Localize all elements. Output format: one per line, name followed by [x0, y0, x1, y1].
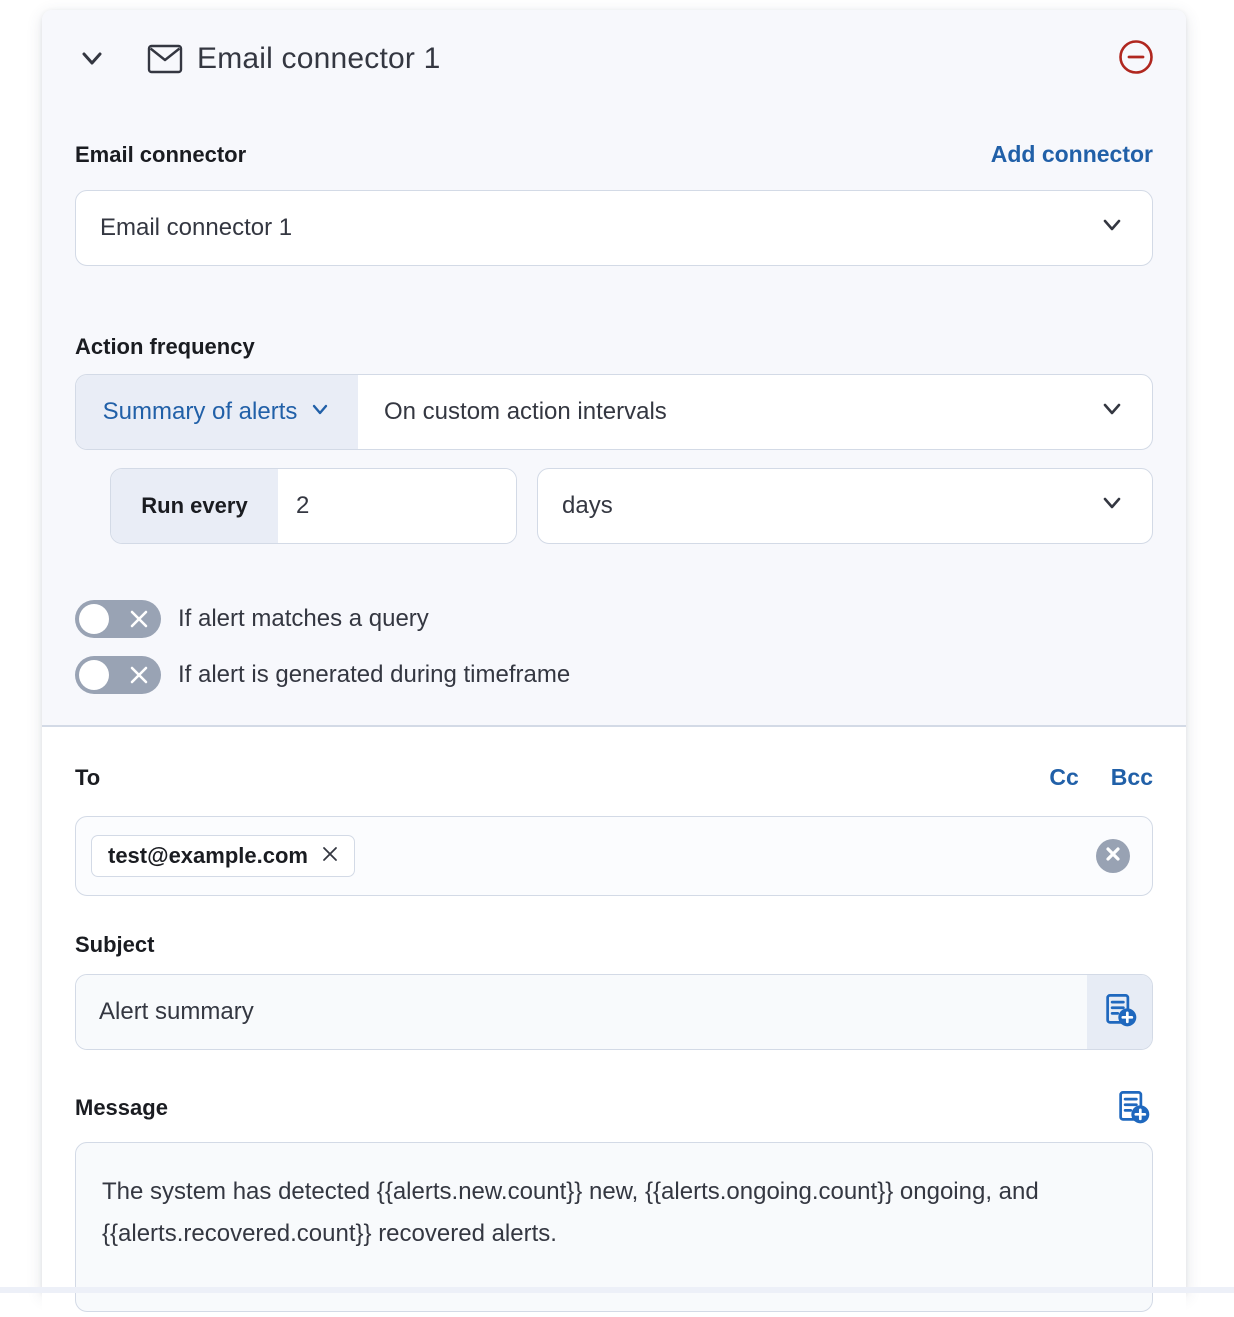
summary-of-alerts-label: Summary of alerts — [103, 398, 298, 426]
run-every-unit-value: days — [562, 492, 1098, 520]
to-label: To — [75, 765, 100, 791]
cross-icon — [1105, 846, 1121, 865]
alert-matches-query-toggle[interactable] — [75, 600, 161, 638]
message-label-row — [75, 1087, 1153, 1130]
accordion-toggle-button[interactable] — [75, 42, 109, 76]
cross-icon — [320, 844, 340, 867]
chevron-down-icon — [1098, 395, 1126, 430]
action-interval-select-value: On custom action intervals — [384, 398, 1098, 426]
chevron-down-icon — [76, 42, 108, 77]
to-label-row — [75, 764, 1153, 791]
remove-recipient-button[interactable] — [320, 844, 340, 867]
connector-label-row — [75, 141, 1153, 168]
alert-timeframe-toggle[interactable] — [75, 656, 161, 694]
email-connector-label: Email connector — [75, 142, 246, 168]
email-connector-action-panel — [42, 10, 1186, 1293]
add-variable-icon — [1115, 1089, 1151, 1128]
bcc-link[interactable]: Bcc — [1111, 764, 1153, 791]
action-frequency-label: Action frequency — [75, 334, 255, 359]
run-every-field-group — [110, 468, 517, 544]
subject-field — [75, 974, 1153, 1050]
chevron-down-icon — [1098, 211, 1126, 246]
clear-recipients-button[interactable] — [1096, 839, 1130, 873]
summary-of-alerts-button[interactable] — [76, 375, 358, 449]
recipient-pill — [91, 835, 355, 877]
message-add-variable-button[interactable] — [1113, 1087, 1153, 1130]
alert-matches-query-label: If alert matches a query — [178, 605, 429, 633]
viewport-bottom-strip — [0, 1287, 1234, 1293]
to-recipients-combobox[interactable] — [75, 816, 1153, 896]
alert-timeframe-toggle-row — [75, 656, 1153, 694]
alert-query-toggle-row — [75, 600, 1153, 638]
message-textarea[interactable] — [75, 1142, 1153, 1312]
subject-label-row — [75, 932, 1153, 958]
action-interval-select[interactable] — [358, 375, 1152, 449]
minus-circle-icon — [1118, 39, 1154, 78]
subject-label: Subject — [75, 932, 154, 957]
subject-add-variable-button[interactable] — [1087, 975, 1152, 1049]
email-connector-select-value: Email connector 1 — [100, 214, 1098, 242]
chevron-down-icon — [1098, 489, 1126, 524]
action-frequency-label-row — [75, 334, 1153, 360]
add-variable-icon — [1102, 992, 1138, 1031]
chevron-down-icon — [309, 398, 331, 427]
add-connector-link[interactable]: Add connector — [991, 141, 1153, 168]
run-every-label: Run every — [111, 469, 278, 543]
cc-link[interactable]: Cc — [1049, 764, 1078, 791]
remove-action-button[interactable] — [1117, 39, 1155, 77]
action-frequency-control — [75, 374, 1153, 450]
run-every-unit-select[interactable] — [537, 468, 1153, 544]
panel-header — [75, 37, 1153, 81]
cc-bcc-links — [1049, 764, 1153, 791]
run-every-row — [75, 468, 1153, 544]
alert-timeframe-label: If alert is generated during timeframe — [178, 661, 570, 689]
condition-toggles — [75, 600, 1153, 694]
email-icon — [147, 43, 183, 75]
panel-title: Email connector 1 — [197, 42, 441, 76]
message-label: Message — [75, 1095, 168, 1121]
run-every-value-input[interactable] — [278, 469, 516, 543]
subject-input[interactable] — [76, 975, 1087, 1049]
email-connector-select[interactable] — [75, 190, 1153, 266]
email-message-section — [42, 727, 1186, 1317]
recipient-email: test@example.com — [108, 843, 308, 869]
action-settings-section — [42, 10, 1186, 725]
